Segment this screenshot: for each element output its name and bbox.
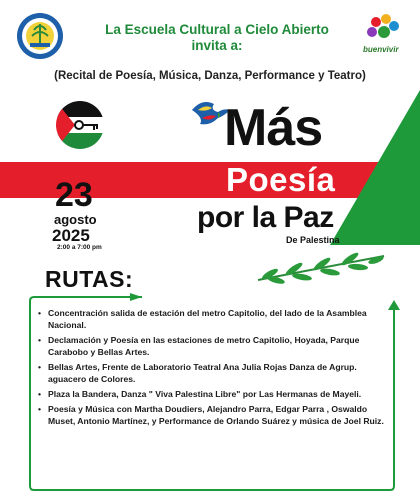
header-title (72, 22, 362, 54)
date-time: 2:00 a 7:00 pm (57, 244, 102, 251)
route-item: • Declamación y Poesía en las estaciones de metro Capitolio, Hoyada, Parque Carabobo y Bellas Artes. (38, 334, 388, 358)
route-item: • Concentración salida de estación del metro Capitolio, del lado de la Asamblea Nacional. (38, 307, 388, 331)
olive-branch-icon (250, 250, 390, 284)
routes-title: RUTAS: (45, 266, 134, 292)
event-subtitle: (Recital de Poesía, Música, Danza, Performance y Teatro) (54, 70, 366, 82)
header-title-line2: invita a: (191, 38, 243, 53)
routes-list (38, 307, 388, 430)
date-month: agosto (54, 212, 97, 227)
route-item: • Plaza la Bandera, Danza " Viva Palestina Libre" por Las Hermanas de Mayeli. (38, 388, 388, 400)
route-item: • Poesía y Música con Martha Doudiers, Alejandro Parra, Edgar Parra , Oswaldo Muset, Antonio Martínez, y Performance de Orlando Suárez y música de Joel Ruiz. (38, 403, 388, 427)
school-logo-icon (16, 12, 64, 60)
arrow-feather-icon (120, 293, 142, 301)
headline-poesia: Poesía (226, 161, 336, 198)
route-item: • Bellas Artes, Frente de Laboratorio Teatral Ana Julia Rojas Danza de Agrup. aguacero de Colores. (38, 361, 388, 385)
headline-por-la-paz: por la Paz (197, 201, 334, 234)
green-triangle (330, 90, 420, 245)
headline-palestina: De Palestina (286, 235, 340, 245)
date-year: 2025 (52, 226, 90, 245)
date-day: 23 (55, 176, 93, 214)
headline-mas: Más (224, 99, 323, 157)
palestine-key-badge-icon (55, 100, 105, 150)
header-title-line1: La Escuela Cultural a Cielo Abierto (105, 22, 329, 37)
buen-vivir-logo-text: buenvivir (363, 45, 399, 54)
